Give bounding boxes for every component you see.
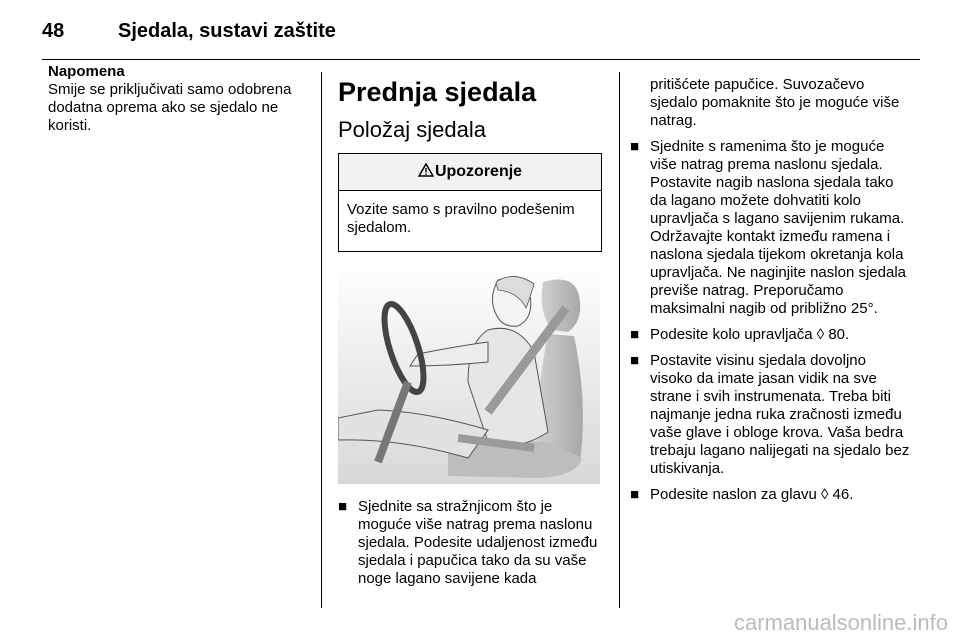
warning-text: Vozite samo s pravilno podešenim sjedalom.	[347, 201, 575, 236]
front-seats-column	[338, 75, 602, 596]
col3-bullet-list	[630, 138, 912, 504]
header-divider	[42, 59, 920, 60]
bullet-mark: ■	[630, 486, 640, 503]
bullet-mark: ■	[630, 326, 640, 343]
warning-triangle-icon	[418, 163, 434, 177]
column-divider-right	[619, 72, 620, 608]
bullet-text: Podesite kolo upravljača ◊ 80.	[650, 326, 850, 343]
bullet-text: Sjednite s ramenima što je moguće više natrag prema naslonu sjedala. Postavite nagib naslona sjedala tako da lagano možete dohvatiti kolo upravljača s lagano savijenim rukama. Održavajte kontakt između ramena i naslona sjedala tijekom okretanja kola upravljača. Ne naginjite naslon sjedala previše natrag. Preporučamo maksimalni nagib od približno 25°.	[650, 138, 906, 317]
list-item	[630, 326, 912, 344]
bullet-mark: ■	[630, 138, 640, 155]
list-item	[630, 486, 912, 504]
page-title: Sjedala, sustavi zaštite	[118, 20, 336, 42]
col2-bullet-list	[338, 498, 602, 588]
watermark: carmanualsonline.info	[733, 610, 948, 635]
bullet-continuation: pritišćete papučice. Suvozačevo sjedalo pomaknite što je moguće više natrag.	[650, 76, 900, 129]
note-text: Smije se priključivati samo odobrena dodatna oprema ako se sjedalo ne koristi.	[48, 81, 292, 134]
bullet-mark: ■	[630, 352, 640, 369]
warning-title: Upozorenje	[434, 163, 523, 180]
list-item	[630, 138, 912, 318]
note-title: Napomena	[48, 63, 125, 80]
list-item	[338, 498, 602, 588]
list-item	[630, 352, 912, 478]
warning-header	[339, 154, 601, 191]
bullet-text: Podesite naslon za glavu ◊ 46.	[650, 486, 854, 503]
column-divider-left	[321, 72, 322, 608]
note-column	[48, 63, 310, 135]
bullet-text: Sjednite sa stražnjicom što je moguće više natrag prema naslonu sjedala. Podesite udaljenost između sjedala i papučica tako da su vaše noge lagano savijene kada	[358, 498, 598, 587]
seat-position-illustration	[338, 262, 600, 484]
instructions-column	[630, 76, 912, 512]
page-number: 48	[42, 20, 65, 42]
warning-box	[338, 153, 602, 252]
section-subheading: Položaj sjedala	[338, 117, 486, 142]
bullet-mark: ■	[338, 498, 348, 515]
section-heading: Prednja sjedala	[338, 77, 537, 107]
bullet-text: Postavite visinu sjedala dovoljno visoko da imate jasan vidik na sve strane i svih instrumenata. Treba biti najmanje jedna ruka zračnosti između vaše glave i obloge krova. Vaša bedra trebaju lagano nalijegati na sjedalo bez utiskivanja.	[650, 352, 910, 477]
